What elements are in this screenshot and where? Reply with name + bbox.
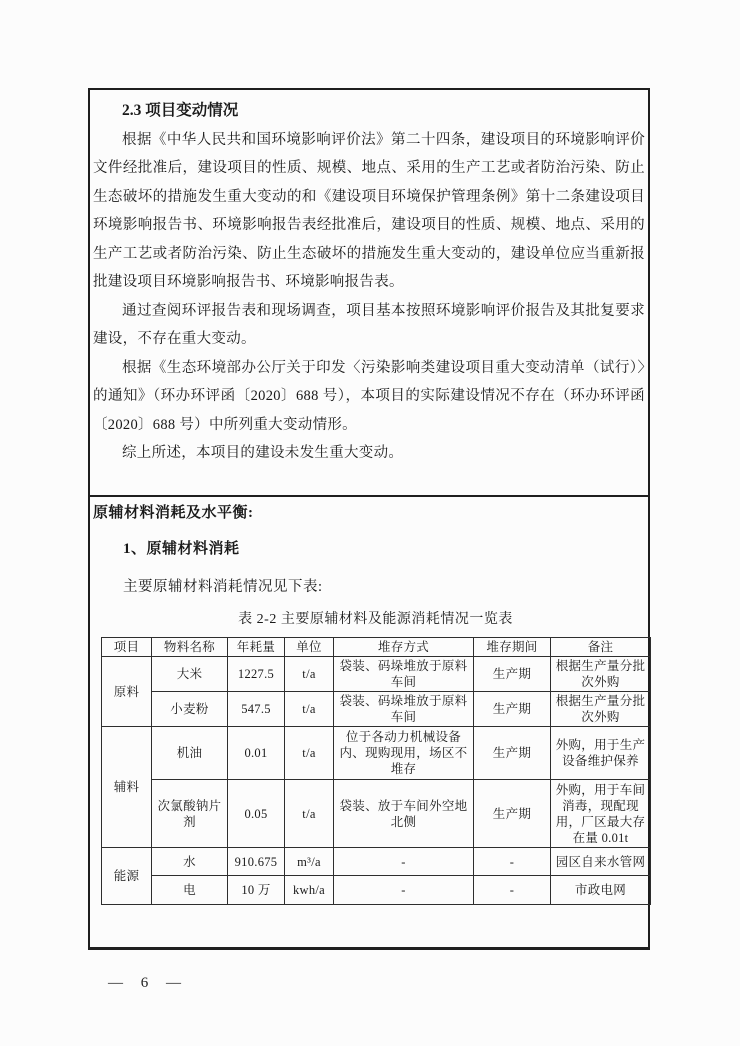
table-row xyxy=(102,876,651,905)
category-cell: 原料 xyxy=(102,657,152,727)
period-cell: - xyxy=(474,848,551,876)
header-cell: 年耗量 xyxy=(228,638,285,657)
amount-cell: 547.5 xyxy=(228,692,285,727)
note-cell: 园区自来水管网 xyxy=(551,848,651,876)
table-caption: 表 2-2 主要原辅材料及能源消耗情况一览表 xyxy=(238,612,513,627)
unit-cell: m³/a xyxy=(285,848,334,876)
amount-cell: 0.05 xyxy=(228,780,285,848)
unit-cell: t/a xyxy=(285,692,334,727)
note-cell: 外购，用于生产设备维护保养 xyxy=(551,727,651,780)
material-name-cell: 次氯酸钠片剂 xyxy=(152,780,228,848)
material-name-cell: 大米 xyxy=(152,657,228,692)
category-cell: 辅料 xyxy=(102,727,152,848)
section-title: 2.3 项目变动情况 xyxy=(122,102,239,119)
note-cell: 根据生产量分批次外购 xyxy=(551,692,651,727)
unit-cell: t/a xyxy=(285,727,334,780)
material-name-cell: 小麦粉 xyxy=(152,692,228,727)
header-cell: 备注 xyxy=(551,638,651,657)
paragraph: 根据《中华人民共和国环境影响评价法》第二十四条，建设项目的环境影响评价文件经批准后，建设项目的性质、规模、地点、采用的生产工艺或者防治污染、防止生态破坏的措施发生重大变动的和《建设项目环境保护管理条例》第十二条建设项目环境影响报告书、环境影响报告表经批准后，建设项目的性质、规模、地点、采用的生产工艺或者防治污染、防止生态破坏的措施发生重大变动的，建设单位应当重新报批建设项目环境影响报告书、环境影响报告表。 xyxy=(93,131,645,290)
note-cell: 外购，用于车间消毒，现配现用，厂区最大存在量 0.01t xyxy=(551,780,651,848)
storage-cell: 袋装、码垛堆放于原料车间 xyxy=(334,657,474,692)
note-cell: 根据生产量分批次外购 xyxy=(551,657,651,692)
period-cell: 生产期 xyxy=(474,780,551,848)
header-cell: 物料名称 xyxy=(152,638,228,657)
period-cell: 生产期 xyxy=(474,692,551,727)
amount-cell: 0.01 xyxy=(228,727,285,780)
amount-cell: 10 万 xyxy=(228,876,285,905)
paragraph: 根据《生态环境部办公厅关于印发〈污染影响类建设项目重大变动清单（试行）〉的通知》（环办环评函〔2020〕688 号），本项目的实际建设情况不存在（环办环评函〔2020〕688 号）中所列重大变动情形。 xyxy=(93,359,645,433)
period-cell: 生产期 xyxy=(474,657,551,692)
storage-cell: - xyxy=(334,876,474,905)
note-cell: 市政电网 xyxy=(551,876,651,905)
table-row xyxy=(102,657,651,692)
period-cell: - xyxy=(474,876,551,905)
storage-cell: - xyxy=(334,848,474,876)
amount-cell: 910.675 xyxy=(228,848,285,876)
materials-table xyxy=(101,637,651,905)
materials-heading: 原辅材料消耗及水平衡: xyxy=(93,505,254,521)
section-project-change xyxy=(90,90,648,468)
header-cell: 堆存期间 xyxy=(474,638,551,657)
paragraph: 综上所述，本项目的建设未发生重大变动。 xyxy=(122,445,404,461)
amount-cell: 1227.5 xyxy=(228,657,285,692)
unit-cell: t/a xyxy=(285,657,334,692)
section-materials xyxy=(90,495,648,905)
category-cell: 能源 xyxy=(102,848,152,905)
storage-cell: 袋装、放于车间外空地北侧 xyxy=(334,780,474,848)
table-row xyxy=(102,692,651,727)
header-cell: 堆存方式 xyxy=(334,638,474,657)
page-number: — 6 — xyxy=(108,975,188,991)
materials-intro: 主要原辅材料消耗情况见下表: xyxy=(123,579,323,595)
storage-cell: 位于各动力机械设备内、现购现用，场区不堆存 xyxy=(334,727,474,780)
unit-cell: kwh/a xyxy=(285,876,334,905)
material-name-cell: 电 xyxy=(152,876,228,905)
storage-cell: 袋装、码垛堆放于原料车间 xyxy=(334,692,474,727)
paragraph: 通过查阅环评报告表和现场调查，项目基本按照环境影响评价报告及其批复要求建设，不存在重大变动。 xyxy=(93,302,645,347)
table-header-row xyxy=(102,638,651,657)
header-cell: 单位 xyxy=(285,638,334,657)
content-border-box xyxy=(88,88,650,950)
period-cell: 生产期 xyxy=(474,727,551,780)
header-cell: 项目 xyxy=(102,638,152,657)
unit-cell: t/a xyxy=(285,780,334,848)
material-name-cell: 水 xyxy=(152,848,228,876)
material-name-cell: 机油 xyxy=(152,727,228,780)
table-row xyxy=(102,780,651,848)
materials-subheading: 1、原辅材料消耗 xyxy=(123,541,240,557)
table-row xyxy=(102,848,651,876)
table-row xyxy=(102,727,651,780)
